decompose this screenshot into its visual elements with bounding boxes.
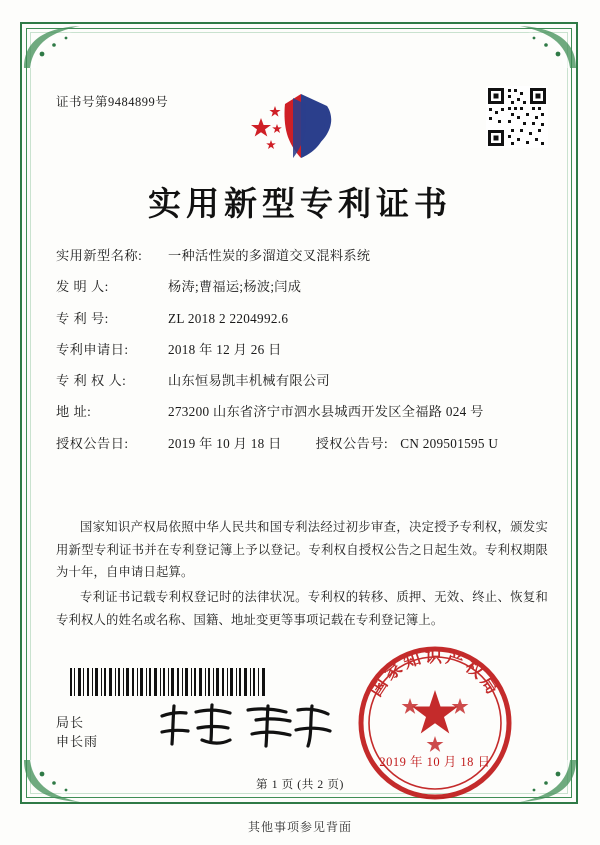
field-label: 地 址: (56, 404, 92, 420)
paragraph: 国家知识产权局依照中华人民共和国专利法经过初步审查，决定授予专利权，颁发实用新型专利证书并在专利登记簿上予以登记。专利权自授权公告之日起生效。专利权期限为十年，自申请日起算。 (56, 520, 548, 580)
field-sub-value: CN 209501595 U (400, 435, 499, 451)
signature-title (56, 714, 98, 752)
field-value: 一种活性炭的多溜道交叉混料系统 (168, 248, 371, 263)
field-label: 专 利 号: (56, 310, 109, 326)
field-row (56, 309, 548, 329)
certificate-number: 证书号第9484899号 (56, 95, 169, 109)
corner-ornament-icon (22, 24, 82, 70)
field-row (56, 246, 548, 266)
field-value: 273200 山东省济宁市泗水县城西开发区全福路 024 号 (168, 404, 484, 420)
field-value: 杨涛;曹福运;杨波;闫成 (168, 279, 302, 295)
field-label: 实用新型名称: (56, 248, 143, 263)
field-sub-label: 授权公告号: (315, 435, 389, 451)
back-side-note: 其他事项参见背面 (247, 820, 352, 834)
field-row (56, 340, 548, 360)
paragraph: 专利证书记载专利权登记时的法律状况。专利权的转移、质押、无效、终止、恢复和专利权人的姓名或名称、国籍、地址变更等事项记载在专利登记簿上。 (56, 590, 548, 627)
qr-code-icon (486, 86, 548, 148)
handwritten-signature-icon (156, 700, 336, 752)
barcode-icon (70, 668, 266, 696)
fields-block (56, 246, 548, 465)
field-value: 山东恒易凯丰机械有限公司 (168, 373, 330, 389)
field-label: 专 利 权 人: (56, 373, 127, 389)
field-row-grant (56, 434, 548, 454)
corner-ornament-icon (518, 24, 578, 70)
field-label: 专利申请日: (56, 341, 129, 357)
page-title: 实用新型专利证书 (148, 187, 452, 223)
signature-title-line-1: 局长 (56, 715, 85, 730)
field-row (56, 277, 548, 297)
patent-office-logo-icon (243, 88, 353, 164)
field-value: 2019 年 10 月 18 日 (168, 435, 282, 451)
seal-date: 2019 年 10 月 18 日 (379, 755, 491, 769)
field-row (56, 371, 548, 391)
signature-title-line-2: 申长雨 (56, 733, 99, 749)
page-footer: 第 1 页 (共 2 页) (256, 778, 344, 791)
field-value: 2018 年 12 月 26 日 (168, 341, 282, 357)
body-text (56, 516, 548, 634)
field-label: 发 明 人: (56, 279, 109, 295)
field-label: 授权公告日: (56, 435, 129, 451)
svg-text:国家知识产权局: 国家知识产权局 (366, 647, 504, 700)
field-row (56, 402, 548, 422)
field-value: ZL 2018 2 2204992.6 (168, 310, 289, 326)
